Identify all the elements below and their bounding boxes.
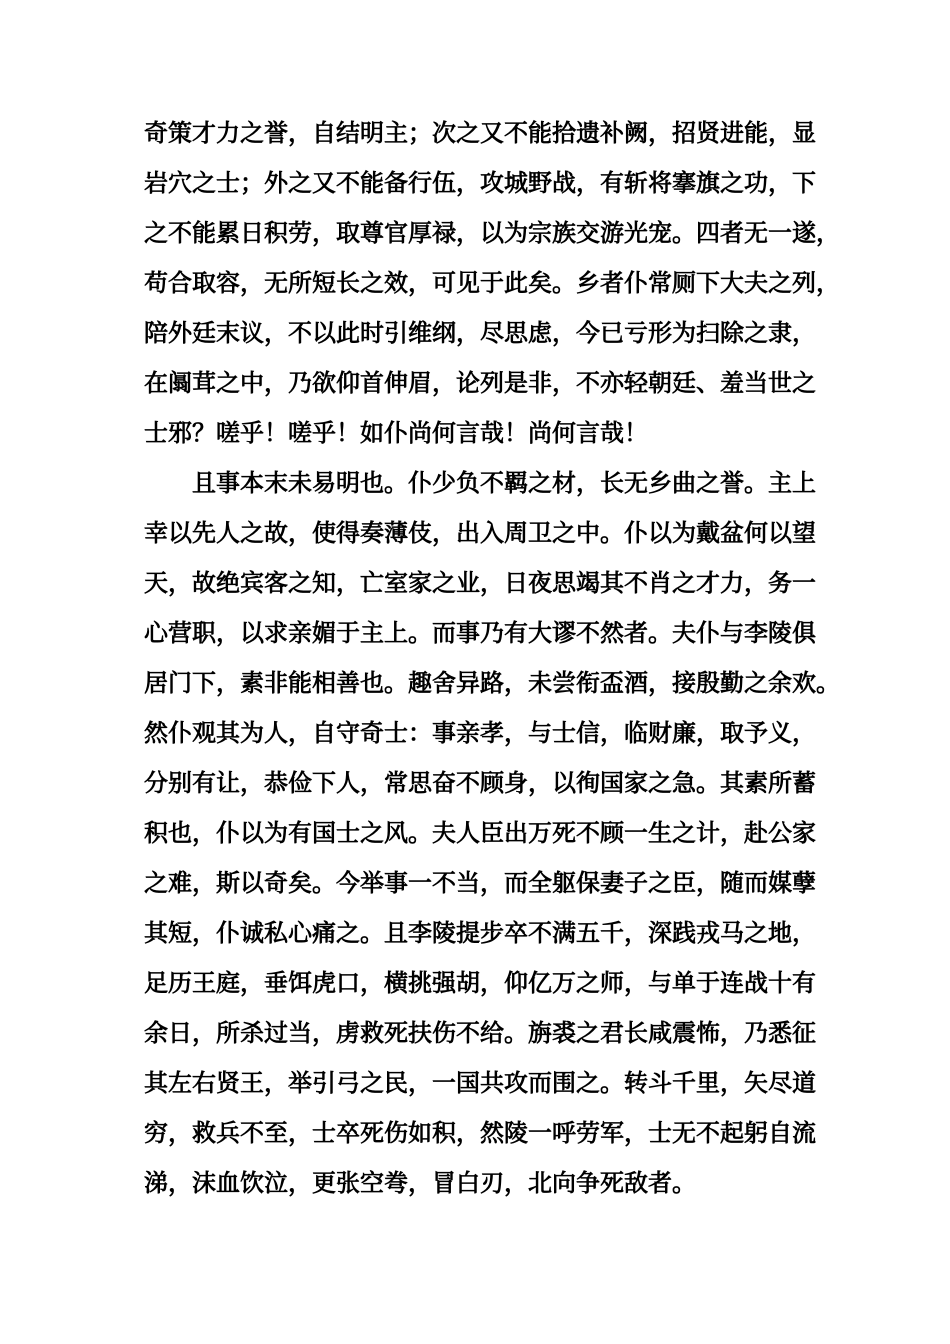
paragraph-2: [144, 458, 840, 1208]
text-line: 之难，斯以奇矣。今举事一不当，而全躯保妻子之臣，随而媒孽: [144, 869, 816, 897]
text-line: 奇策才力之誉，自结明主；次之又不能拾遗补阙，招贤进能，显: [144, 119, 816, 147]
text-line: 余日，所杀过当，虏救死扶伤不给。旃裘之君长咸震怖，乃悉征: [144, 1019, 816, 1047]
text-line: 幸以先人之故，使得奏薄伎，出入周卫之中。仆以为戴盆何以望: [144, 519, 816, 547]
text-line: 足历王庭，垂饵虎口，横挑强胡，仰亿万之师，与单于连战十有: [144, 969, 816, 997]
text-line: 之不能累日积劳，取尊官厚禄，以为宗族交游光宠。四者无一遂，: [144, 219, 840, 247]
text-line: 其短，仆诚私心痛之。且李陵提步卒不满五千，深践戎马之地，: [144, 919, 816, 947]
document-body: [144, 108, 840, 1208]
text-line: 分别有让，恭俭下人，常思奋不顾身，以徇国家之急。其素所蓄: [144, 769, 816, 797]
text-line: 岩穴之士；外之又不能备行伍，攻城野战，有斩将搴旗之功，下: [144, 169, 816, 197]
text-line: 然仆观其为人，自守奇士：事亲孝，与士信，临财廉，取予义，: [144, 719, 816, 747]
text-line: 其左右贤王，举引弓之民，一国共攻而围之。转斗千里，矢尽道: [144, 1069, 816, 1097]
text-line: 在阘茸之中，乃欲仰首伸眉，论列是非，不亦轻朝廷、羞当世之: [144, 369, 816, 397]
text-line: 穷，救兵不至，士卒死伤如积，然陵一呼劳军，士无不起躬自流: [144, 1119, 816, 1147]
text-line: 陪外廷末议，不以此时引维纲，尽思虑，今已亏形为扫除之隶，: [144, 319, 816, 347]
text-line: 天，故绝宾客之知，亡室家之业，日夜思竭其不肖之才力，务一: [144, 569, 816, 597]
text-line: 心营职，以求亲媚于主上。而事乃有大谬不然者。夫仆与李陵俱: [144, 619, 816, 647]
text-line: 士邪？嗟乎！嗟乎！如仆尚何言哉！尚何言哉！: [144, 419, 648, 447]
text-line: 居门下，素非能相善也。趣舍异路，未尝衔盃酒，接殷勤之余欢。: [144, 669, 840, 697]
paragraph-1: [144, 108, 840, 458]
text-line: 苟合取容，无所短长之效，可见于此矣。乡者仆常厕下大夫之列，: [144, 269, 840, 297]
text-line: 积也，仆以为有国士之风。夫人臣出万死不顾一生之计，赴公家: [144, 819, 816, 847]
text-line-indented: 且事本末未易明也。仆少负不羁之材，长无乡曲之誉。主上: [192, 469, 816, 497]
text-line: 涕，沫血饮泣，更张空弮，冒白刃，北向争死敌者。: [144, 1169, 696, 1197]
